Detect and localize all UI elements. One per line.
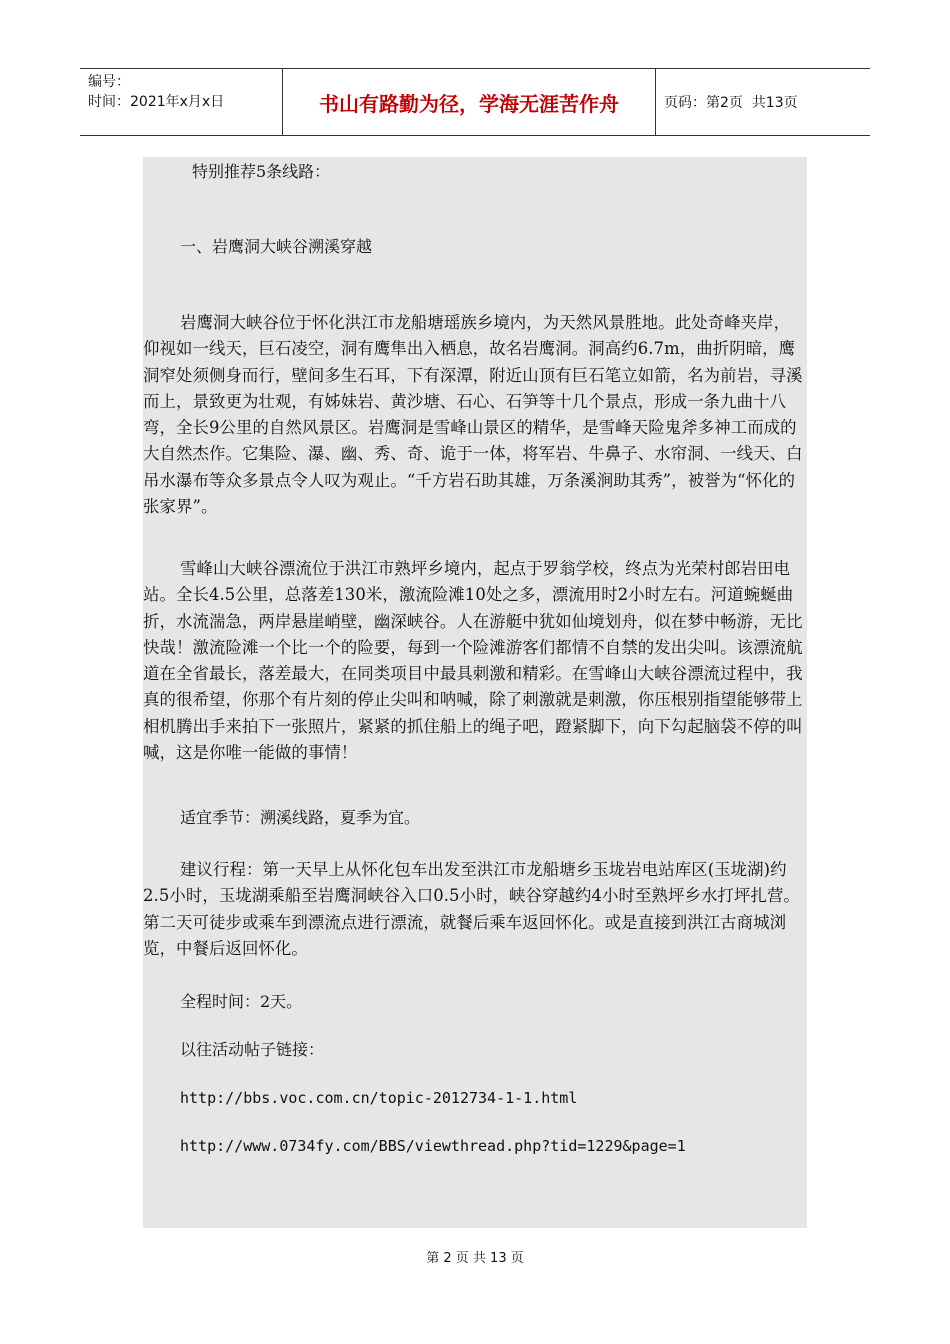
header-meta [80, 69, 282, 135]
section-title: 一、岩鹰洞大峡谷溯溪穿越 [180, 237, 373, 256]
season-line: 适宜季节：溯溪线路，夏季为宜。 [180, 808, 421, 827]
document-date: 时间：2021年x月x日 [88, 94, 225, 110]
duration-line: 全程时间：2天。 [180, 992, 303, 1011]
page-footer: 第 2 页 共 13 页 [426, 1251, 524, 1266]
activity-link-2[interactable]: http://www.0734fy.com/BBS/viewthread.php?tid=1229&page=1 [180, 1137, 686, 1155]
document-body [143, 157, 807, 1228]
links-label: 以往活动帖子链接： [180, 1040, 325, 1059]
header-motto: 书山有路勤为径，学海无涯苦作舟 [282, 69, 656, 135]
paragraph-yanyingdong: 岩鹰洞大峡谷位于怀化洪江市龙船塘瑶族乡境内，为天然风景胜地。此处奇峰夹岸，仰视如一线天，巨石凌空，洞有鹰隼出入栖息，故名岩鹰洞。洞高约6.7m，曲折阴暗，鹰洞窄处须侧身而行，壁间多生石耳，下有深潭，附近山顶有巨石笔立如箭，名为前岩，寻溪而上，景致更为壮观，有姊妹岩、黄沙塘、石心、石笋等十几个景点，形成一条九曲十八弯，全长9公里的自然风景区。岩鹰洞是雪峰山景区的精华，是雪峰天险鬼斧多神工而成的大自然杰作。它集险、瀑、幽、秀、奇、诡于一体，将军岩、牛鼻子、水帘洞、一线天、白吊水瀑布等众多景点令人叹为观止。“千方岩石助其雄，万条溪涧助其秀”，被誉为“怀化的张家界”。 [143, 313, 803, 517]
page-header [80, 68, 870, 136]
intro-line: 特别推荐5条线路： [192, 162, 331, 181]
document-number-label: 编号： [88, 74, 130, 90]
paragraph-itinerary: 建议行程：第一天早上从怀化包车出发至洪江市龙船塘乡玉垅岩电站库区(玉垅湖)约2.5小时，玉垅湖乘船至岩鹰洞峡谷入口0.5小时，峡谷穿越约4小时至熟坪乡水打坪扎营。第二天可徒步或乘车到漂流点进行漂流，就餐后乘车返回怀化。或是直接到洪江古商城浏览，中餐后返回怀化。 [143, 860, 800, 958]
activity-link-1[interactable]: http://bbs.voc.com.cn/topic-2012734-1-1.html [180, 1089, 578, 1107]
header-page-info: 页码：第2页 共13页 [664, 95, 798, 111]
paragraph-rafting: 雪峰山大峡谷漂流位于洪江市熟坪乡境内，起点于罗翁学校，终点为光荣村郎岩田电站。全长4.5公里，总落差130米，激流险滩10处之多，漂流用时2小时左右。河道蜿蜒曲折，水流湍急，两岸悬崖峭壁，幽深峡谷。人在游艇中犹如仙境划舟，似在梦中畅游，无比快哉！激流险滩一个比一个的险要，每到一个险滩游客们都情不自禁的发出尖叫。该漂流航道在全省最长，落差最大，在同类项目中最具刺激和精彩。在雪峰山大峡谷漂流过程中，我真的很希望，你那个有片刻的停止尖叫和呐喊，除了刺激就是刺激，你压根别指望能够带上相机腾出手来拍下一张照片，紧紧的抓住船上的绳子吧，蹬紧脚下，向下勾起脑袋不停的叫喊，这是你唯一能做的事情！ [143, 559, 803, 763]
